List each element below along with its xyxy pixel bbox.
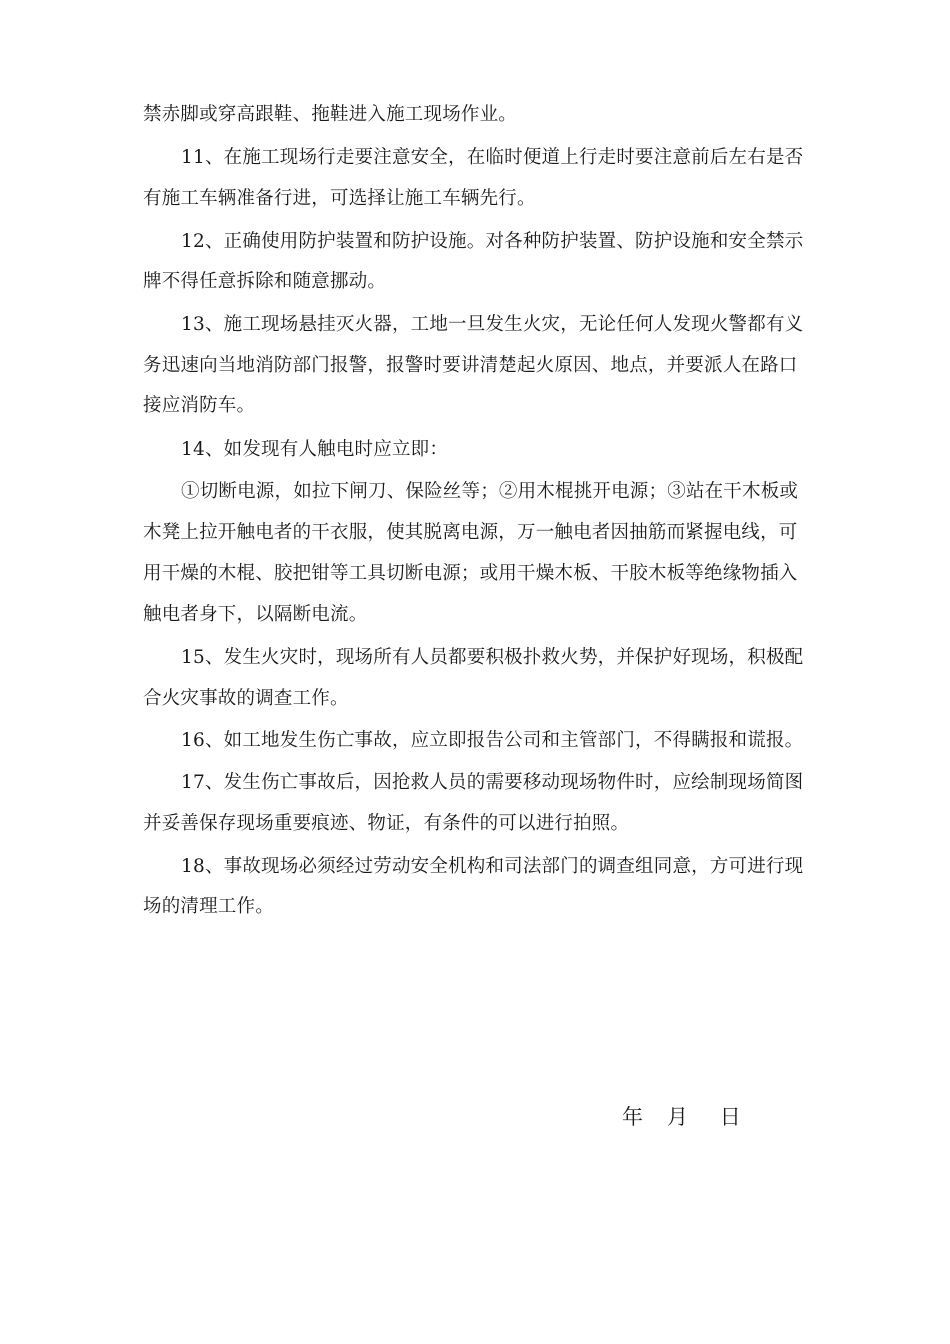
text-line: 18、事故现场必须经过劳动安全机构和司法部门的调查组同意，方可进行现	[181, 856, 804, 877]
text-line: 触电者身下，以隔断电流。	[143, 604, 368, 625]
text-line: 有施工车辆准备行进，可选择让施工车辆先行。	[143, 188, 536, 209]
text-line: 场的清理工作。	[143, 896, 274, 917]
text-line: 禁赤脚或穿高跟鞋、拖鞋进入施工现场作业。	[143, 104, 518, 125]
text-line: ①切断电源，如拉下闸刀、保险丝等；②用木棍挑开电源；③站在干木板或	[181, 481, 799, 502]
text-line: 14、如发现有人触电时应立即：	[181, 439, 449, 460]
text-line: 接应消防车。	[143, 395, 256, 416]
text-line: 15、发生火灾时，现场所有人员都要积极扑救火势，并保护好现场，积极配	[181, 647, 804, 668]
date-line: 年 月 日	[622, 1105, 742, 1129]
text-line: 12、正确使用防护装置和防护设施。对各种防护装置、防护设施和安全禁示	[181, 231, 804, 252]
text-line: 17、发生伤亡事故后，因抢救人员的需要移动现场物件时，应绘制现场简图	[181, 772, 804, 793]
text-line: 木凳上拉开触电者的干衣服，使其脱离电源，万一触电者因抽筋而紧握电线，可	[143, 522, 798, 543]
text-line: 并妥善保存现场重要痕迹、物证，有条件的可以进行拍照。	[143, 813, 630, 834]
text-line: 16、如工地发生伤亡事故，应立即报告公司和主管部门，不得瞒报和谎报。	[181, 730, 804, 751]
text-line: 13、施工现场悬挂灭火器，工地一旦发生火灾，无论任何人发现火警都有义	[181, 314, 804, 335]
text-line: 牌不得任意拆除和随意挪动。	[143, 271, 387, 292]
text-line: 11、在施工现场行走要注意安全，在临时便道上行走时要注意前后左右是否	[181, 147, 804, 168]
text-line: 合火灾事故的调查工作。	[143, 688, 349, 709]
text-line: 用干燥的木棍、胶把钳等工具切断电源；或用干燥木板、干胶木板等绝缘物插入	[143, 563, 798, 584]
text-line: 务迅速向当地消防部门报警，报警时要讲清楚起火原因、地点，并要派人在路口	[143, 355, 798, 376]
